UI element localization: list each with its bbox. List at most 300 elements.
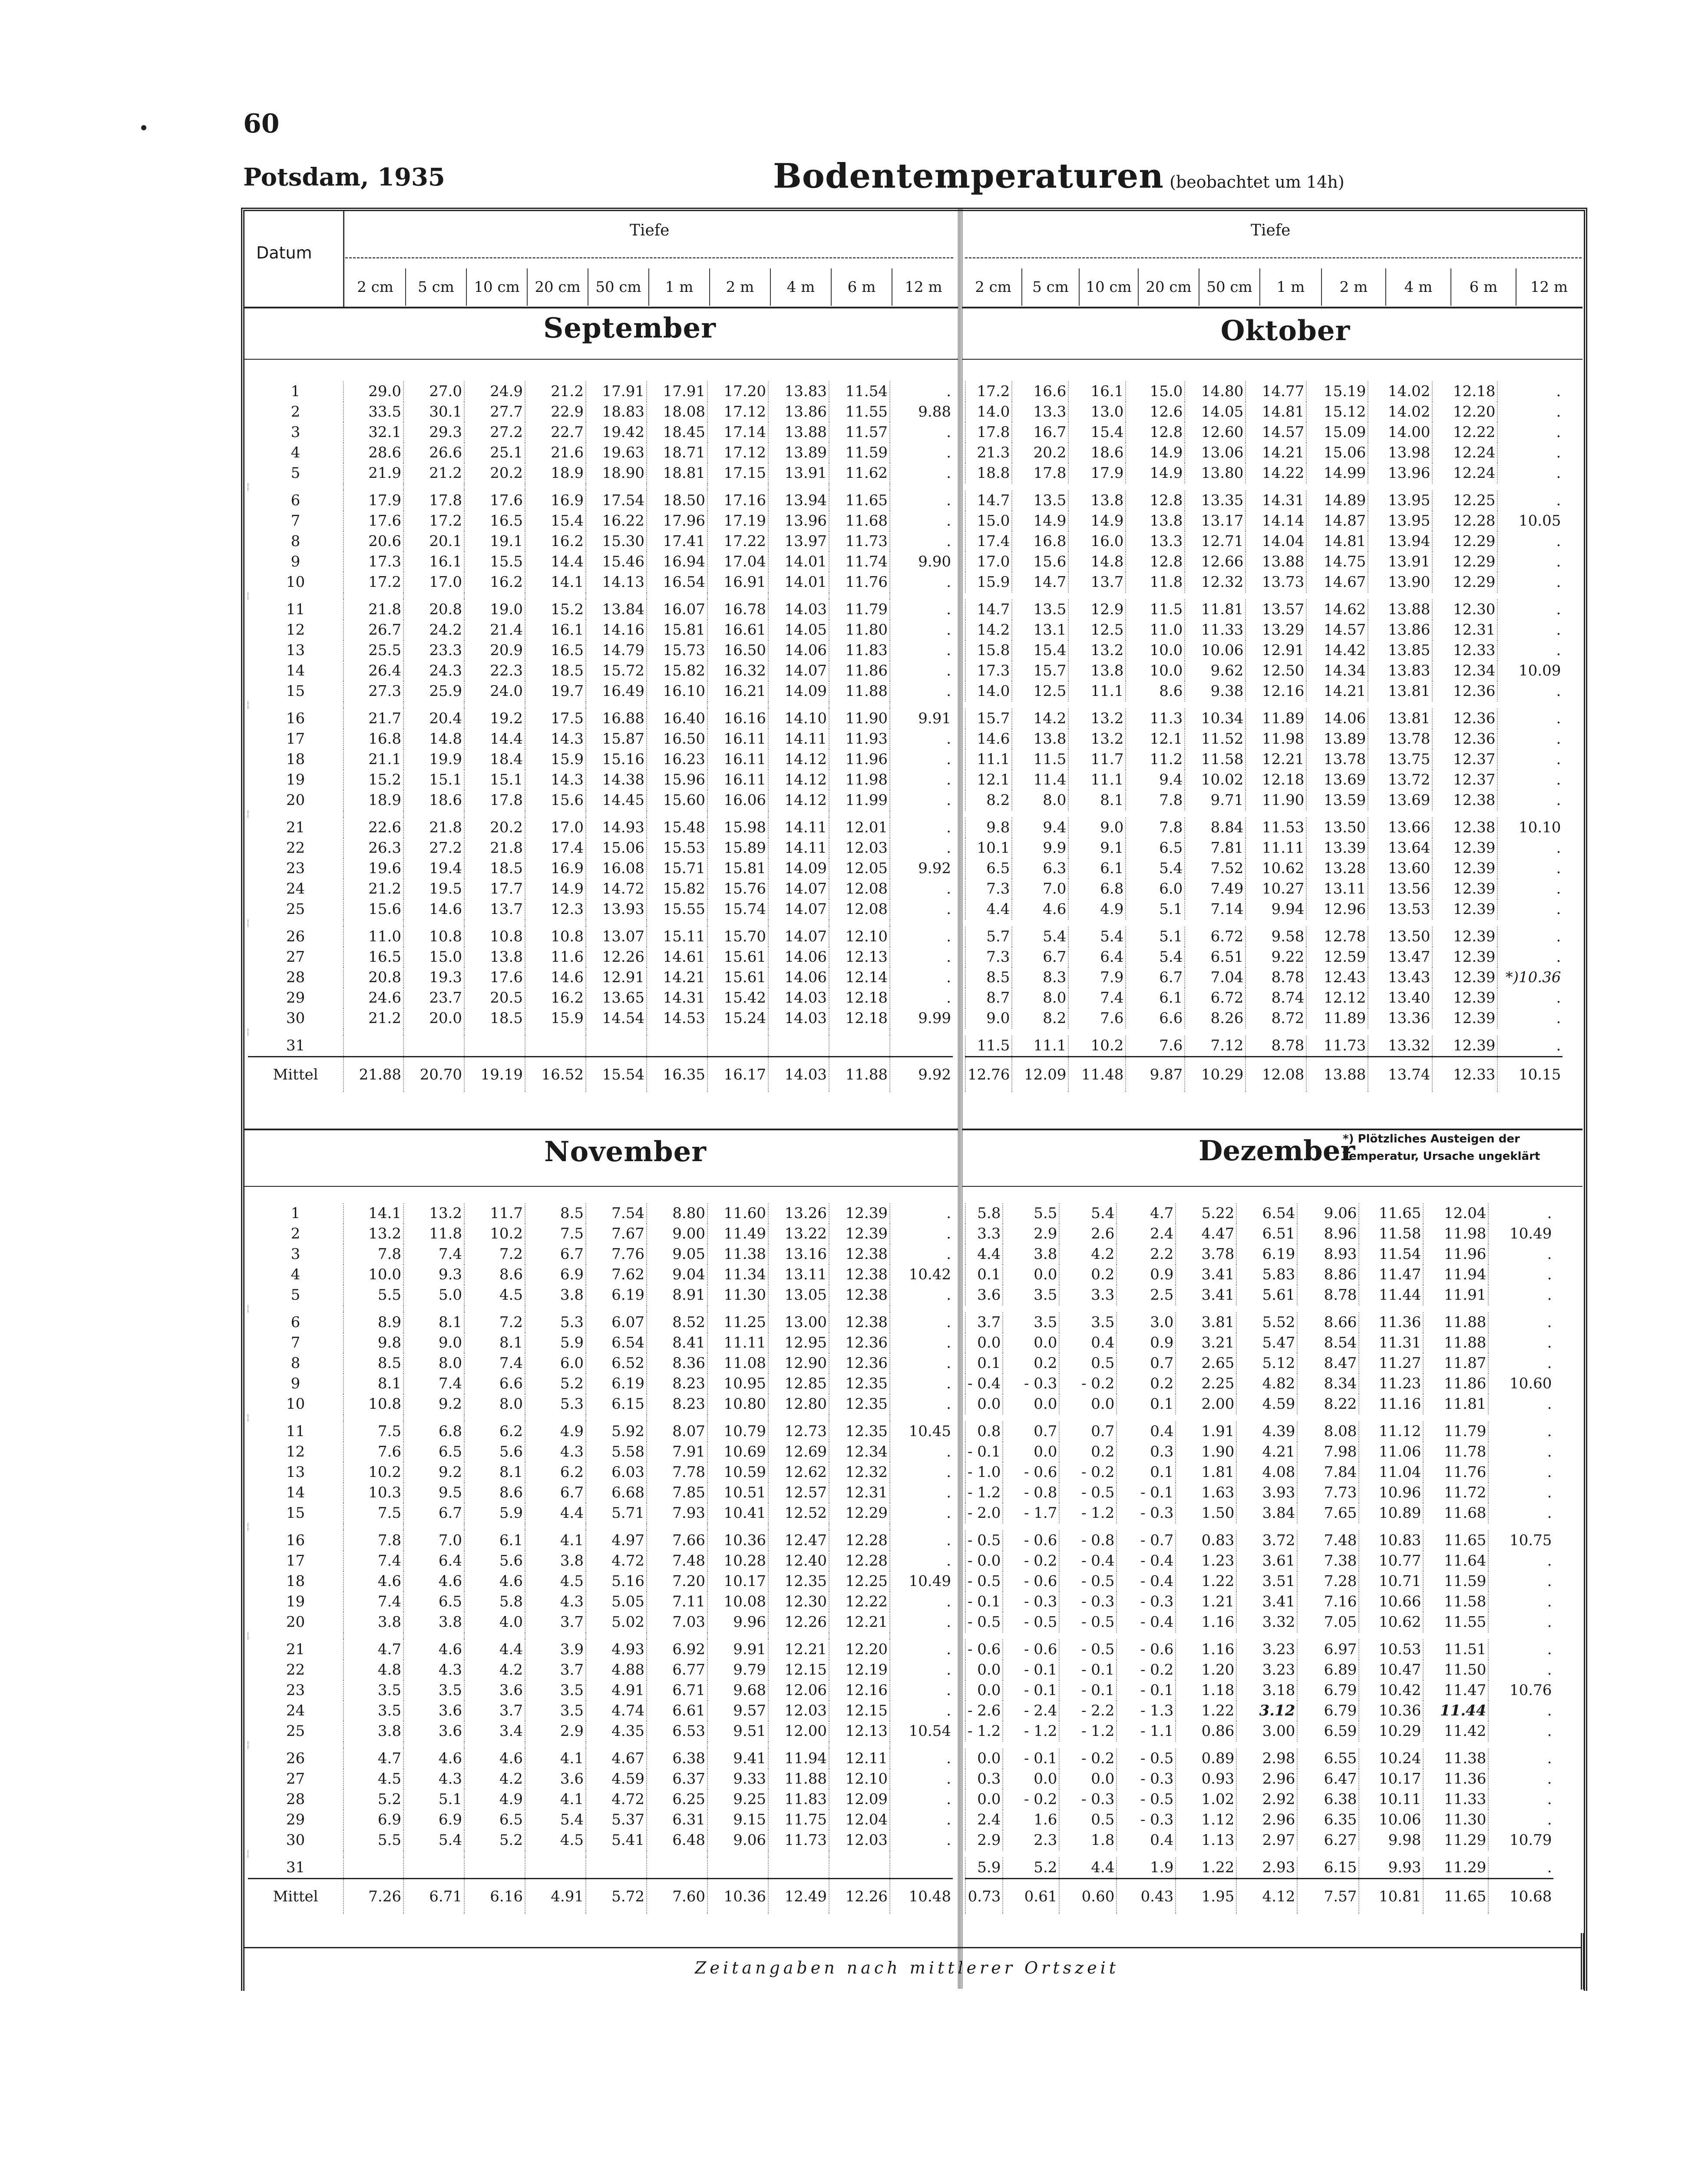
value-cell: 14.31 xyxy=(1245,490,1306,511)
value-cell: 5.9 xyxy=(965,1857,1003,1879)
value-cell: 1.50 xyxy=(1176,1503,1236,1523)
value-cell: . xyxy=(1488,1701,1553,1721)
table-row xyxy=(248,1462,953,1483)
value-cell: 6.68 xyxy=(586,1483,647,1503)
value-cell: . xyxy=(890,1612,953,1632)
table-row xyxy=(248,1036,953,1057)
value-cell: 16.78 xyxy=(707,599,768,620)
value-cell: 14.14 xyxy=(1245,511,1306,531)
value-cell: 10.17 xyxy=(1359,1769,1423,1789)
value-cell: 13.11 xyxy=(768,1265,829,1285)
value-cell: 14.06 xyxy=(768,947,829,967)
value-cell: 11.58 xyxy=(1359,1224,1423,1244)
mean-cell: 10.81 xyxy=(1359,1879,1423,1914)
value-cell: - 0.3 xyxy=(1117,1592,1176,1612)
value-cell: 2.93 xyxy=(1236,1857,1297,1879)
value-cell: 14.21 xyxy=(1245,443,1306,463)
value-cell: 14.11 xyxy=(768,838,829,858)
value-cell: 14.8 xyxy=(403,729,464,749)
value-cell: 3.72 xyxy=(1236,1530,1297,1551)
value-cell: - 0.2 xyxy=(1117,1660,1176,1680)
value-cell: 7.4 xyxy=(344,1551,403,1571)
value-cell: 15.70 xyxy=(707,927,768,947)
value-cell: 14.7 xyxy=(965,599,1012,620)
value-cell: 8.41 xyxy=(647,1333,707,1353)
value-cell: 4.72 xyxy=(586,1789,647,1810)
value-cell: 5.1 xyxy=(1126,899,1185,920)
value-cell: 30.1 xyxy=(403,402,464,422)
table-row xyxy=(248,681,953,702)
value-cell: 13.73 xyxy=(1245,572,1306,593)
title-main: Bodentemperaturen xyxy=(773,156,1164,196)
value-cell: - 0.1 xyxy=(1117,1483,1176,1503)
table-row xyxy=(965,599,1631,620)
value-cell: 8.96 xyxy=(1297,1224,1359,1244)
value-cell: 0.4 xyxy=(1117,1830,1176,1851)
value-cell: 1.9 xyxy=(1117,1857,1176,1879)
value-cell: 6.9 xyxy=(403,1810,464,1830)
table-row xyxy=(965,1036,1631,1057)
value-cell: 15.87 xyxy=(586,729,647,749)
value-cell: 17.9 xyxy=(344,490,403,511)
value-cell: 29.3 xyxy=(403,422,464,443)
value-cell: 11.55 xyxy=(1423,1612,1488,1632)
value-cell: 7.8 xyxy=(1126,818,1185,838)
value-cell: 15.6 xyxy=(525,790,586,811)
value-cell: 27.7 xyxy=(464,402,525,422)
value-cell: 17.6 xyxy=(464,967,525,988)
value-cell: 14.11 xyxy=(768,818,829,838)
value-cell: . xyxy=(1488,1857,1553,1879)
value-cell: 13.98 xyxy=(1368,443,1432,463)
value-cell: 9.99 xyxy=(890,1008,953,1029)
value-cell: 6.9 xyxy=(344,1810,403,1830)
value-cell: 4.9 xyxy=(464,1789,525,1810)
day-cell: 5 xyxy=(291,464,301,482)
value-cell: 16.23 xyxy=(647,749,707,770)
value-cell: 5.37 xyxy=(586,1810,647,1830)
value-cell: 11.90 xyxy=(829,709,890,729)
day-cell: 3 xyxy=(291,424,301,441)
value-cell: . xyxy=(1497,572,1563,593)
value-cell: 15.9 xyxy=(965,572,1012,593)
depth-col-0: 2 cm xyxy=(357,278,393,296)
value-cell: 1.16 xyxy=(1176,1612,1236,1632)
table-row xyxy=(248,531,953,552)
value-cell: 5.9 xyxy=(464,1503,525,1523)
value-cell: 13.86 xyxy=(1368,620,1432,640)
value-cell: 6.19 xyxy=(586,1374,647,1394)
value-cell: 12.30 xyxy=(768,1592,829,1612)
value-cell: - 1.1 xyxy=(1117,1721,1176,1742)
value-cell: 7.2 xyxy=(464,1312,525,1333)
day-cell: 28 xyxy=(286,1791,305,1808)
value-cell: 8.23 xyxy=(647,1374,707,1394)
value-cell: 5.16 xyxy=(586,1571,647,1592)
value-cell: 11.34 xyxy=(707,1265,768,1285)
mean-cell: 12.76 xyxy=(965,1057,1012,1093)
value-cell: 10.71 xyxy=(1359,1571,1423,1592)
value-cell: . xyxy=(890,1312,953,1333)
value-cell: 27.3 xyxy=(344,681,403,702)
value-cell: 15.89 xyxy=(707,838,768,858)
value-cell: 6.15 xyxy=(586,1394,647,1414)
value-cell: 16.49 xyxy=(586,681,647,702)
month-dezember: Dezember xyxy=(1199,1135,1355,1167)
value-cell: 0.0 xyxy=(965,1680,1003,1701)
value-cell: 10.02 xyxy=(1185,770,1245,790)
value-cell: 8.2 xyxy=(965,790,1012,811)
value-cell: 15.06 xyxy=(586,838,647,858)
value-cell: 17.14 xyxy=(707,422,768,443)
value-cell: 19.7 xyxy=(525,681,586,702)
value-cell: 12.36 xyxy=(1432,709,1497,729)
value-cell: 0.1 xyxy=(1117,1394,1176,1414)
value-cell: 4.3 xyxy=(403,1769,464,1789)
value-cell: 8.93 xyxy=(1297,1244,1359,1265)
value-cell: 14.31 xyxy=(647,988,707,1008)
value-cell: 10.06 xyxy=(1359,1810,1423,1830)
value-cell: 26.6 xyxy=(403,443,464,463)
day-cell: 17 xyxy=(286,1552,305,1569)
value-cell: 2.9 xyxy=(525,1721,586,1742)
value-cell: 7.5 xyxy=(525,1224,586,1244)
value-cell: 12.32 xyxy=(1185,572,1245,593)
value-cell: - 0.4 xyxy=(1117,1612,1176,1632)
value-cell: 10.34 xyxy=(1185,709,1245,729)
mean-cell: 16.35 xyxy=(647,1057,707,1093)
value-cell: 13.94 xyxy=(768,490,829,511)
value-cell: 3.00 xyxy=(1236,1721,1297,1742)
value-cell: 6.3 xyxy=(1012,858,1068,879)
value-cell: 16.16 xyxy=(707,709,768,729)
value-cell: 11.81 xyxy=(1185,599,1245,620)
value-cell: . xyxy=(890,599,953,620)
table-row xyxy=(965,1830,1622,1851)
value-cell: 10.08 xyxy=(707,1592,768,1612)
value-cell: 13.8 xyxy=(1068,490,1126,511)
value-cell: 15.2 xyxy=(344,770,403,790)
value-cell: 17.3 xyxy=(965,661,1012,681)
value-cell: 10.36 xyxy=(707,1530,768,1551)
value-cell: 17.12 xyxy=(707,402,768,422)
value-cell: 14.99 xyxy=(1306,463,1368,483)
value-cell: 12.29 xyxy=(829,1503,890,1523)
value-cell: . xyxy=(890,967,953,988)
value-cell: 7.38 xyxy=(1297,1551,1359,1571)
value-cell: 12.1 xyxy=(965,770,1012,790)
value-cell: 14.11 xyxy=(768,729,829,749)
value-cell: 13.88 xyxy=(768,422,829,443)
value-cell: 12.57 xyxy=(768,1483,829,1503)
value-cell: 11.51 xyxy=(1423,1639,1488,1660)
value-cell: 14.03 xyxy=(768,1008,829,1029)
value-cell: 17.20 xyxy=(707,381,768,402)
value-cell: 12.03 xyxy=(768,1701,829,1721)
value-cell: 27.0 xyxy=(403,381,464,402)
value-cell: 5.4 xyxy=(1059,1203,1117,1224)
value-cell: 12.28 xyxy=(829,1551,890,1571)
value-cell: 10.42 xyxy=(1359,1680,1423,1701)
value-cell: 6.35 xyxy=(1297,1810,1359,1830)
value-cell: 7.0 xyxy=(403,1530,464,1551)
value-cell: 13.0 xyxy=(1068,402,1126,422)
value-cell: 12.03 xyxy=(829,1830,890,1851)
value-cell: 14.0 xyxy=(965,681,1012,702)
depth-col-8: 6 m xyxy=(1450,268,1516,306)
table-row xyxy=(965,422,1631,443)
value-cell: . xyxy=(1488,1721,1553,1742)
table-row xyxy=(965,770,1631,790)
value-cell: - 1.2 xyxy=(965,1721,1003,1742)
value-cell: 4.5 xyxy=(525,1830,586,1851)
value-cell: . xyxy=(890,749,953,770)
table-row xyxy=(248,1442,953,1462)
value-cell: 5.2 xyxy=(464,1830,525,1851)
value-cell: 13.47 xyxy=(1368,947,1432,967)
value-cell: 13.53 xyxy=(1368,899,1432,920)
value-cell: 19.42 xyxy=(586,422,647,443)
value-cell: 13.2 xyxy=(403,1203,464,1224)
value-cell: 10.59 xyxy=(707,1462,768,1483)
value-cell: 10.28 xyxy=(707,1551,768,1571)
value-cell: 5.71 xyxy=(586,1503,647,1523)
value-cell: 12.78 xyxy=(1306,927,1368,947)
value-cell: 7.76 xyxy=(586,1244,647,1265)
table-row xyxy=(248,838,953,858)
value-cell: 11.6 xyxy=(525,947,586,967)
value-cell: 20.0 xyxy=(403,1008,464,1029)
value-cell: 2.9 xyxy=(965,1830,1003,1851)
value-cell: 13.8 xyxy=(1012,729,1068,749)
value-cell: . xyxy=(890,531,953,552)
mean-label: Mittel xyxy=(248,1057,344,1093)
value-cell: 13.64 xyxy=(1368,838,1432,858)
value-cell: 1.22 xyxy=(1176,1701,1236,1721)
value-cell: 17.2 xyxy=(403,511,464,531)
day-cell: 9 xyxy=(291,1375,301,1392)
value-cell: 12.50 xyxy=(1245,661,1306,681)
value-cell: 13.69 xyxy=(1368,790,1432,811)
value-cell: 13.7 xyxy=(464,899,525,920)
value-cell: 12.04 xyxy=(829,1810,890,1830)
day-cell: 30 xyxy=(286,1010,305,1027)
value-cell: 0.9 xyxy=(1117,1333,1176,1353)
table-row xyxy=(248,1333,953,1353)
value-cell: - 0.3 xyxy=(1003,1592,1059,1612)
mean-cell: 1.95 xyxy=(1176,1879,1236,1914)
value-cell: . xyxy=(1497,531,1563,552)
value-cell: 14.79 xyxy=(586,640,647,661)
depth-col-0: 2 cm xyxy=(975,278,1011,296)
value-cell: 15.30 xyxy=(586,531,647,552)
value-cell: 18.81 xyxy=(647,463,707,483)
value-cell: 17.3 xyxy=(344,552,403,572)
value-cell: 14.9 xyxy=(1012,511,1068,531)
value-cell: 6.48 xyxy=(647,1830,707,1851)
value-cell: 9.9 xyxy=(1012,838,1068,858)
value-cell: 12.08 xyxy=(829,899,890,920)
value-cell: 17.96 xyxy=(647,511,707,531)
table-row xyxy=(965,858,1631,879)
value-cell: - 1.2 xyxy=(1059,1503,1117,1523)
value-cell: 10.83 xyxy=(1359,1530,1423,1551)
value-cell: 7.4 xyxy=(403,1244,464,1265)
value-cell: 0.1 xyxy=(965,1265,1003,1285)
value-cell: 12.15 xyxy=(829,1701,890,1721)
table-row xyxy=(965,899,1631,920)
value-cell: 24.0 xyxy=(464,681,525,702)
value-cell: 20.8 xyxy=(403,599,464,620)
value-cell: 0.2 xyxy=(1059,1265,1117,1285)
value-cell: 14.1 xyxy=(344,1203,403,1224)
depth-header-left xyxy=(345,268,955,306)
value-cell: 12.04 xyxy=(1423,1203,1488,1224)
value-cell: 9.2 xyxy=(403,1462,464,1483)
value-cell: 7.65 xyxy=(1297,1503,1359,1523)
value-cell: 10.96 xyxy=(1359,1483,1423,1503)
value-cell: 0.0 xyxy=(965,1748,1003,1769)
value-cell: 13.7 xyxy=(1068,572,1126,593)
value-cell: 7.11 xyxy=(647,1592,707,1612)
table-row xyxy=(248,1789,953,1810)
value-cell: 14.16 xyxy=(586,620,647,640)
value-cell: 6.07 xyxy=(586,1312,647,1333)
depth-col-9: 12 m xyxy=(1516,268,1582,306)
value-cell: 12.30 xyxy=(1432,599,1497,620)
value-cell: 12.13 xyxy=(829,1721,890,1742)
value-cell: 8.3 xyxy=(1012,967,1068,988)
table-row xyxy=(248,1312,953,1333)
value-cell: - 1.7 xyxy=(1003,1503,1059,1523)
value-cell: 15.72 xyxy=(586,661,647,681)
value-cell: 3.8 xyxy=(344,1612,403,1632)
value-cell: 10.11 xyxy=(1359,1789,1423,1810)
table-row xyxy=(965,1312,1622,1333)
mean-cell: 0.73 xyxy=(965,1879,1003,1914)
value-cell: 18.45 xyxy=(647,422,707,443)
value-cell: 6.5 xyxy=(403,1442,464,1462)
value-cell: 19.63 xyxy=(586,443,647,463)
value-cell: 0.7 xyxy=(1003,1421,1059,1442)
value-cell: 10.69 xyxy=(707,1442,768,1462)
value-cell xyxy=(586,1857,647,1879)
value-cell: 11.93 xyxy=(829,729,890,749)
value-cell: 17.54 xyxy=(586,490,647,511)
value-cell: 14.21 xyxy=(647,967,707,988)
value-cell: 11.06 xyxy=(1359,1442,1423,1462)
value-cell: 8.6 xyxy=(464,1483,525,1503)
value-cell: 17.0 xyxy=(965,552,1012,572)
page-speck xyxy=(141,125,146,130)
value-cell xyxy=(464,1857,525,1879)
value-cell: - 0.4 xyxy=(965,1374,1003,1394)
value-cell: 4.2 xyxy=(464,1660,525,1680)
value-cell: 13.85 xyxy=(1368,640,1432,661)
value-cell: 12.62 xyxy=(768,1462,829,1483)
value-cell: 14.67 xyxy=(1306,572,1368,593)
value-cell: 4.21 xyxy=(1236,1442,1297,1462)
value-cell: 12.39 xyxy=(1432,899,1497,920)
value-cell: 7.66 xyxy=(647,1530,707,1551)
value-cell: . xyxy=(890,879,953,899)
value-cell: 21.8 xyxy=(344,599,403,620)
value-cell: 7.0 xyxy=(1012,879,1068,899)
value-cell: 11.54 xyxy=(829,381,890,402)
value-cell: 5.4 xyxy=(1126,947,1185,967)
mean-cell: 13.74 xyxy=(1368,1057,1432,1093)
value-cell xyxy=(464,1036,525,1057)
table-dezember xyxy=(965,1203,1622,1914)
value-cell: 10.45 xyxy=(890,1421,953,1442)
value-cell: 4.3 xyxy=(525,1442,586,1462)
mean-row xyxy=(248,1057,953,1093)
value-cell xyxy=(768,1036,829,1057)
day-cell: 23 xyxy=(286,1682,305,1699)
value-cell: . xyxy=(890,1680,953,1701)
value-cell: 13.96 xyxy=(1368,463,1432,483)
value-cell: 12.34 xyxy=(1432,661,1497,681)
day-cell: 19 xyxy=(286,1593,305,1610)
value-cell: 11.58 xyxy=(1423,1592,1488,1612)
value-cell: 11.57 xyxy=(829,422,890,443)
value-cell: 10.76 xyxy=(1488,1680,1553,1701)
value-cell: 14.05 xyxy=(1185,402,1245,422)
table-row xyxy=(248,1592,953,1612)
value-cell: 6.79 xyxy=(1297,1680,1359,1701)
value-cell: 2.3 xyxy=(1003,1830,1059,1851)
value-cell: 13.65 xyxy=(586,988,647,1008)
table-row xyxy=(248,1265,953,1285)
value-cell: 10.80 xyxy=(707,1394,768,1414)
value-cell: 19.0 xyxy=(464,599,525,620)
value-cell: 16.40 xyxy=(647,709,707,729)
value-cell: 12.38 xyxy=(829,1244,890,1265)
day-cell: 25 xyxy=(286,1722,305,1740)
value-cell: 13.60 xyxy=(1368,858,1432,879)
value-cell: . xyxy=(890,899,953,920)
value-cell: 10.0 xyxy=(1126,640,1185,661)
value-cell: . xyxy=(1497,640,1563,661)
value-cell: 7.2 xyxy=(464,1244,525,1265)
table-row xyxy=(248,818,953,838)
table-row xyxy=(248,1353,953,1374)
value-cell: 12.16 xyxy=(1245,681,1306,702)
value-cell: 6.6 xyxy=(1126,1008,1185,1029)
value-cell: - 0.1 xyxy=(1003,1680,1059,1701)
value-cell: 5.4 xyxy=(1068,927,1126,947)
value-cell: 0.9 xyxy=(1117,1265,1176,1285)
value-cell: 12.34 xyxy=(829,1442,890,1462)
value-cell: 3.6 xyxy=(525,1769,586,1789)
value-cell: 9.68 xyxy=(707,1680,768,1701)
value-cell: 5.2 xyxy=(344,1789,403,1810)
value-cell: 9.00 xyxy=(647,1224,707,1244)
value-cell: 11.79 xyxy=(829,599,890,620)
value-cell: 4.67 xyxy=(586,1748,647,1769)
mean-cell: 4.91 xyxy=(525,1879,586,1914)
depth-col-2: 10 cm xyxy=(466,268,527,306)
value-cell: . xyxy=(890,790,953,811)
value-cell: 0.0 xyxy=(965,1660,1003,1680)
day-cell: 13 xyxy=(286,1463,305,1481)
day-cell: 26 xyxy=(286,1750,305,1767)
value-cell xyxy=(403,1857,464,1879)
value-cell: 7.9 xyxy=(1068,967,1126,988)
value-cell: 8.2 xyxy=(1012,1008,1068,1029)
value-cell: . xyxy=(890,1660,953,1680)
value-cell: 25.5 xyxy=(344,640,403,661)
